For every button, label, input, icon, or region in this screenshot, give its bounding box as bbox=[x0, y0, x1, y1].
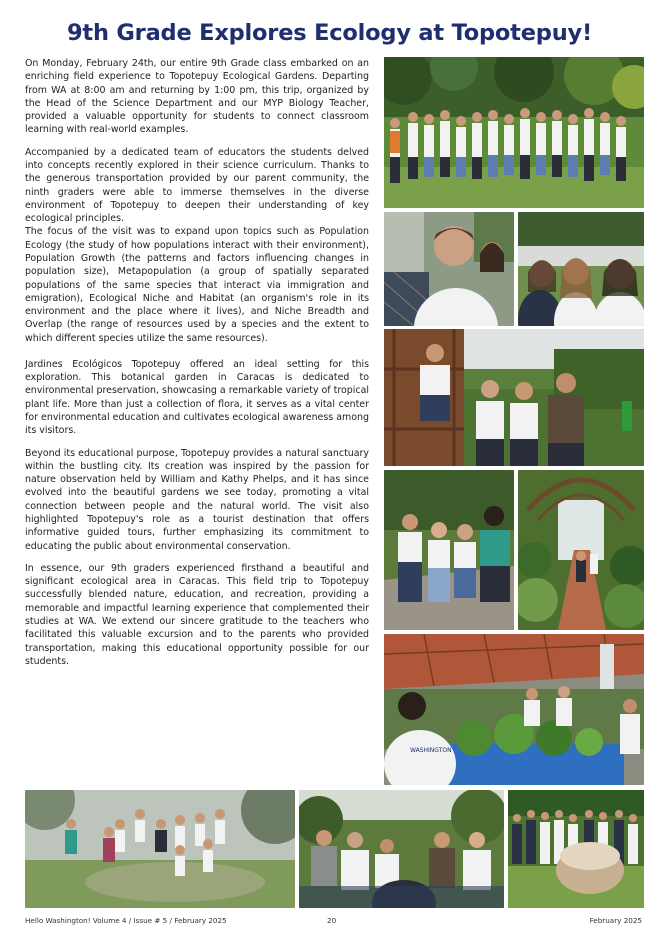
article-paragraph: On Monday, February 24th, our entire 9th Grade class embarked on an enriching field experience to Topotepuy Ecological Gardens. Departing from WA at 8:00 am and returning by 1:00 pm, this trip, organized by the Head of the Science Department and our MYP Biology Teacher, provided a valuable opportunity for students to connect classroom learning with real-world examples. bbox=[25, 58, 369, 136]
photo-garden-arbor bbox=[518, 470, 644, 630]
photo-greenhouse-planter bbox=[384, 634, 644, 785]
photo-group-selfie bbox=[508, 790, 644, 908]
photo-group-on-lawn bbox=[384, 57, 644, 208]
article-paragraph: Beyond its educational purpose, Topotepuy provides a natural sanctuary within the bustling city. Its creation was inspired by the passion for nature observation held by William and Kathy Phelps, and it has since evolved into the beautiful gardens we see today, promoting a vital connection between people and the natural world. The visit also highlighted Topotepuy's role as a tourist destination that offers informative guided tours, further emphasizing its commitment to educating the public about environmental conservation. bbox=[25, 447, 369, 552]
article-paragraph: Accompanied by a dedicated team of educators the students delved into concepts recently explored in their science curriculum. Thanks to the generous transportation provided by our parent community, the ninth graders were able to immerse themselves in the diverse environment of Topotepuy to deepen their understanding of key ecological principles. bbox=[25, 146, 369, 225]
footer-issue-info: Hello Washington! Volume 4 / Issue # 5 / February 2025 bbox=[25, 916, 227, 925]
footer-page-number: 20 bbox=[327, 916, 337, 925]
footer-date: February 2025 bbox=[589, 916, 642, 925]
article-paragraph: Jardines Ecológicos Topotepuy offered an ideal setting for this exploration. This botanical garden in Caracas is dedicated to environmental preservation, showcasing a remarkable variety of tropical plant life. More than just a collection of flora, it serves as a vital center for environmental education and cultivates ecological awareness among its visitors. bbox=[25, 358, 369, 437]
photo-boy-selfie bbox=[384, 212, 514, 326]
article-paragraph: In essence, our 9th graders experienced firsthand a beautiful and significant ecological area in Caracas. This field trip to Topotepuy successfully blended nature, education, and recreation, providing a memorable and impactful learning experience that complemented their studies at WA. We extend our sincere gratitude to the teachers who facilitated this valuable excursion and to the parents who provided transportation, making this educational opportunity possible for our students. bbox=[25, 562, 369, 667]
shirt-logo-text: WASHINGTON bbox=[410, 747, 452, 754]
photo-girls-selfie bbox=[518, 212, 644, 326]
page-title: 9th Grade Explores Ecology at Topotepuy! bbox=[66, 20, 593, 46]
photo-students-by-playground bbox=[384, 329, 644, 466]
photo-students-on-path bbox=[384, 470, 514, 630]
article-body bbox=[25, 57, 369, 677]
photo-students-in-woods bbox=[299, 790, 504, 908]
photo-misty-circle bbox=[25, 790, 295, 908]
article-paragraph: The focus of the visit was to expand upon topics such as Population Ecology (the study of how populations interact with their environment), Population Growth (the patterns and factors influencing changes in population size), Metapopulation (a group of spatially separated populations of the same species that interact via immigration and emigration), Ecological Niche and Habitat (an organism's role in its environment and the place where it lives), and Niche Breadth and Overlap (the range of resources used by a species and the extent to which different species utilize the same resources). bbox=[25, 226, 369, 344]
